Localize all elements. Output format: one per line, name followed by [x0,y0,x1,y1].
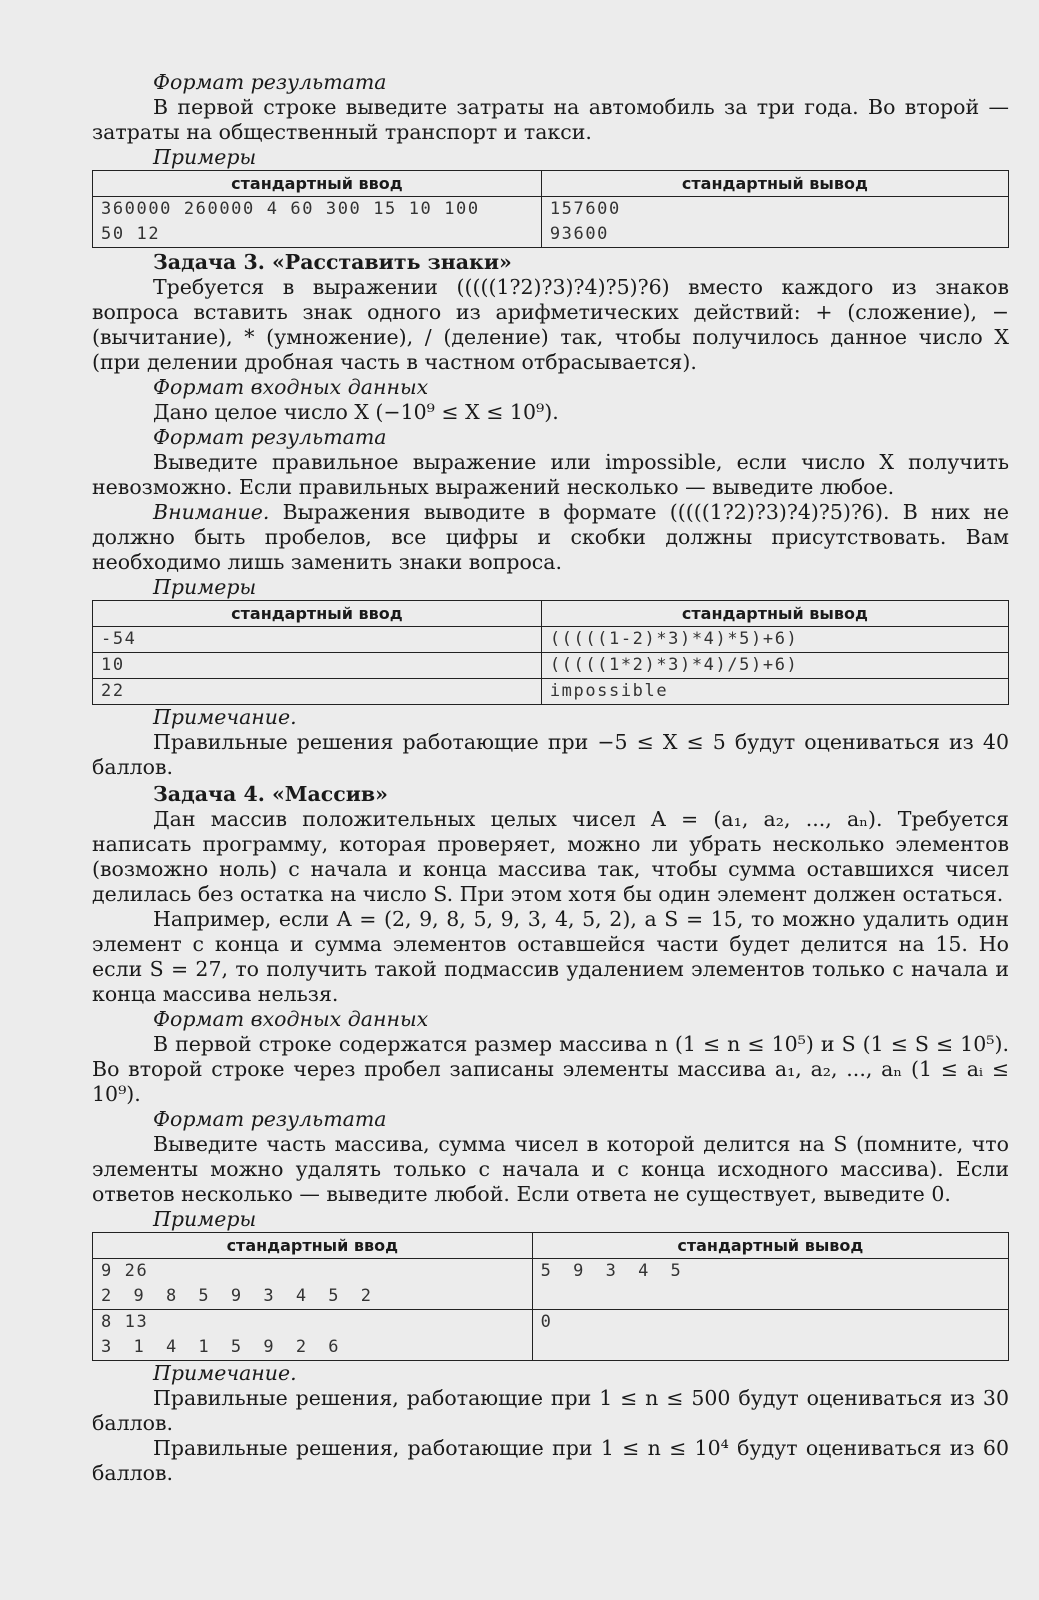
table-row [93,1259,1009,1310]
examples-table-task4 [92,1232,1009,1361]
task3-title: Задача 3. «Расставить знаки» [153,250,512,274]
table-cell-output [532,1310,1008,1361]
table-cell-input: 22 [93,679,542,705]
task3-attention [92,500,1009,575]
input-line: 360000 260000 4 60 300 15 10 100 [101,199,480,219]
table-cell-output [532,1259,1008,1310]
table-row [93,679,1009,705]
table-cell-output: (((((1*2)*3)*4)/5)+6) [541,653,1008,679]
heading-input-format: Формат входных данных [153,375,429,399]
table-cell-output [541,197,1008,248]
examples-table-task2 [92,170,1009,248]
table-cell-input: 10 [93,653,542,679]
input-line: 2 9 8 5 9 3 4 5 2 [101,1286,377,1306]
task3-statement: Требуется в выражении (((((1?2)?3)?4)?5)?6) вместо каждого из знаков вопроса вставить знак одного из арифметических действий: + (сложение), − (вычитание), * (умножение), / (деление) так, чтобы получилось данное число X (при делении дробная часть в частном отбрасывается). [92,275,1009,374]
table-header-input: стандартный ввод [93,171,542,197]
task4-statement-1: Дан массив положительных целых чисел A = (a₁, a₂, ..., aₙ). Требуется написать программу, которая проверяет, можно ли убрать несколько элементов (возможно ноль) с начала и конца массива так, чтобы сумма оставшихся чисел делилась без остатка на число S. При этом хотя бы один элемент должен остаться. [92,807,1009,906]
input-line: 50 12 [101,224,161,244]
input-line: 9 26 [101,1261,149,1281]
table-cell-output: impossible [541,679,1008,705]
table-cell-output: (((((1-2)*3)*4)*5)+6) [541,627,1008,653]
heading-input-format: Формат входных данных [153,1007,429,1031]
heading-note: Примечание. [153,705,297,729]
table-cell-input [93,197,542,248]
task4-title: Задача 4. «Массив» [153,782,388,806]
heading-output-format: Формат результата [153,1107,387,1131]
heading-examples: Примеры [153,1207,257,1231]
table-header-input: стандартный ввод [93,601,542,627]
examples-table-task3 [92,600,1009,705]
attention-label: Внимание. [153,500,270,524]
heading-examples: Примеры [153,145,257,169]
heading-note: Примечание. [153,1361,297,1385]
table-header-input: стандартный ввод [93,1233,533,1259]
task4-note-2: Правильные решения, работающие при 1 ≤ n ≤ 10⁴ будут оцениваться из 60 баллов. [92,1436,1009,1485]
input-line: 8 13 [101,1312,149,1332]
table-header-output: стандартный вывод [532,1233,1008,1259]
table-header-output: стандартный вывод [541,171,1008,197]
task3-note-text: Правильные решения работающие при −5 ≤ X ≤ 5 будут оцениваться из 40 баллов. [92,730,1009,779]
table-row [93,627,1009,653]
heading-output-format: Формат результата [153,70,387,94]
task3-input-text: Дано целое число X (−10⁹ ≤ X ≤ 10⁹). [153,400,559,424]
table-cell-input [93,1310,533,1361]
table-cell-input [93,1259,533,1310]
heading-output-format: Формат результата [153,425,387,449]
output-line: 157600 [549,199,621,219]
output-format-text: В первой строке выведите затраты на автомобиль за три года. Во второй — затраты на общественный транспорт и такси. [92,95,1009,144]
task4-output-text: Выведите часть массива, сумма чисел в которой делится на S (помните, что элементы можно удалять только с начала и с конца исходного массива). Если ответов несколько — выведите любой. Если ответа не существует, выведите 0. [92,1132,1009,1206]
page [92,70,1009,1486]
table-row [93,653,1009,679]
output-line: 5 9 3 4 5 [540,1261,687,1281]
table-header-output: стандартный вывод [541,601,1008,627]
table-row [93,197,1009,248]
input-line: 3 1 4 1 5 9 2 6 [101,1337,345,1357]
heading-examples: Примеры [153,575,257,599]
task4-note-1: Правильные решения, работающие при 1 ≤ n ≤ 500 будут оцениваться из 30 баллов. [92,1386,1009,1435]
attention-text: Выражения выводите в формате (((((1?2)?3)?4)?5)?6). В них не должно быть пробелов, все цифры и скобки должны присутствовать. Вам необходимо лишь заменить знаки вопроса. [92,500,1009,574]
table-cell-input: -54 [93,627,542,653]
task4-statement-2: Например, если A = (2, 9, 8, 5, 9, 3, 4, 5, 2), а S = 15, то можно удалить один элемент с конца и сумма элементов оставшейся части будет делится на 15. Но если S = 27, то получить такой подмассив удалением элементов только с начала и конца массива нельзя. [92,907,1009,1006]
output-line: 93600 [549,224,610,244]
table-row [93,1310,1009,1361]
task4-input-text: В первой строке содержатся размер массива n (1 ≤ n ≤ 10⁵) и S (1 ≤ S ≤ 10⁵). Во второй строке через пробел записаны элементы массива a₁, a₂, ..., aₙ (1 ≤ aᵢ ≤ 10⁹). [92,1032,1009,1106]
task3-output-text: Выведите правильное выражение или impossible, если число X получить невозможно. Если правильных выражений несколько — выведите любое. [92,450,1009,499]
output-line: 0 [540,1312,553,1332]
